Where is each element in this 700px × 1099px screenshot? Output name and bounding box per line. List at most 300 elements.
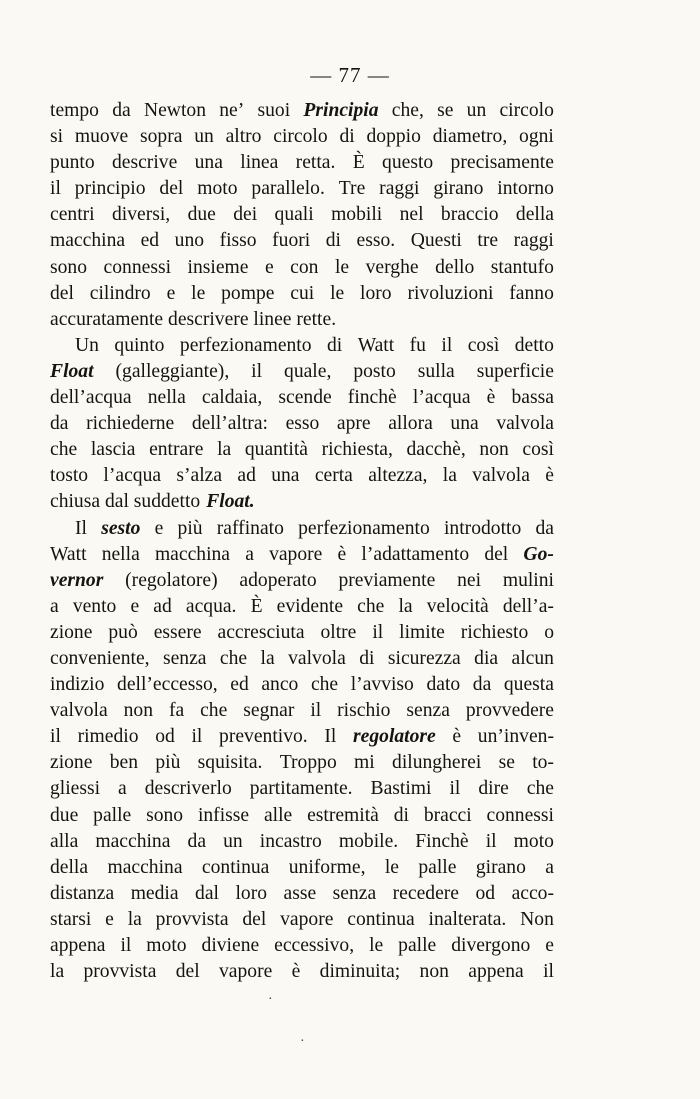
text-line xyxy=(50,568,554,594)
word: parallelo. xyxy=(251,178,325,200)
word: ad xyxy=(153,595,172,617)
word: eccessivo, xyxy=(274,935,355,956)
word: un xyxy=(194,126,214,148)
word: perfezionamento xyxy=(298,517,430,539)
word: o xyxy=(544,621,554,643)
text-segment: chiusa dal suddetto xyxy=(50,491,201,513)
word: valvola xyxy=(50,700,108,722)
text-line xyxy=(50,463,554,489)
text-line xyxy=(50,855,554,881)
word: da xyxy=(112,100,131,121)
word: e xyxy=(545,935,554,956)
text-line xyxy=(50,724,554,750)
word: diametro, xyxy=(432,126,508,148)
word: e xyxy=(105,908,114,930)
word: adoperato xyxy=(239,569,317,591)
word: detto xyxy=(514,334,554,356)
word: nella xyxy=(101,543,140,565)
word: loro xyxy=(360,282,392,304)
word: altezza, xyxy=(368,465,428,487)
word: insieme xyxy=(187,256,249,278)
word: il xyxy=(449,778,461,800)
word: è xyxy=(486,387,496,409)
text-line xyxy=(50,124,554,150)
word: valvola xyxy=(496,413,554,435)
word: di xyxy=(339,126,355,148)
word: Tre xyxy=(338,178,366,200)
word: l’acqua xyxy=(412,387,471,409)
text-line xyxy=(50,933,554,959)
word: alle xyxy=(263,804,293,826)
word: le xyxy=(334,256,350,278)
word: è xyxy=(337,543,347,565)
word: recedere xyxy=(392,882,459,904)
text-line xyxy=(50,489,554,515)
word: rimedio xyxy=(77,726,139,748)
text-line xyxy=(50,542,554,568)
word: circolo xyxy=(499,100,554,121)
word: fanno xyxy=(509,282,554,304)
word: connessi xyxy=(486,804,554,826)
word: può xyxy=(108,621,138,643)
word: dell’eccesso, xyxy=(117,674,218,696)
word: a xyxy=(245,543,254,565)
word: così xyxy=(467,334,500,356)
word: raggi xyxy=(513,230,554,252)
word: da xyxy=(50,413,69,435)
word: se xyxy=(498,752,515,774)
word: del xyxy=(159,178,184,200)
word: conveniente, xyxy=(50,647,150,669)
word: il xyxy=(441,334,453,356)
word: tosto xyxy=(50,465,89,487)
word: anco xyxy=(261,674,299,696)
word: cui xyxy=(290,282,315,304)
word: Watt xyxy=(357,334,395,356)
word: appena xyxy=(50,935,106,956)
word: che xyxy=(357,595,385,617)
word: e xyxy=(130,595,140,617)
italic-term: Go- xyxy=(523,543,554,565)
text-line xyxy=(50,411,554,437)
word: Il xyxy=(75,517,87,539)
text-line xyxy=(50,803,554,829)
word: fuori xyxy=(272,230,311,252)
word: essere xyxy=(153,621,202,643)
word: fa xyxy=(168,700,185,722)
word: asse xyxy=(283,882,317,904)
word: macchina xyxy=(107,856,183,878)
text-line xyxy=(50,620,554,646)
word: dello xyxy=(435,256,475,278)
italic-term: Float xyxy=(50,360,94,382)
word: ne’ xyxy=(219,100,245,121)
word: che, xyxy=(391,100,424,121)
word: questo xyxy=(382,152,434,174)
text-line xyxy=(50,907,554,933)
text-line xyxy=(50,646,554,672)
word: la xyxy=(127,908,142,930)
word: mulini xyxy=(502,569,554,591)
word: il xyxy=(50,726,61,748)
text-line xyxy=(50,228,554,254)
word: oltre xyxy=(320,621,357,643)
word: quali xyxy=(274,204,314,226)
word: la xyxy=(260,647,275,669)
text-line xyxy=(50,881,554,907)
word: posto xyxy=(353,360,396,382)
word: od xyxy=(155,726,175,748)
word: se xyxy=(437,100,454,121)
word: partitamente. xyxy=(249,778,353,800)
word: più xyxy=(177,517,203,539)
word: girano xyxy=(475,856,526,878)
word: od xyxy=(475,882,496,904)
word: estremità xyxy=(307,804,379,826)
word: senza xyxy=(332,882,377,904)
word: perfezionamento xyxy=(179,334,312,356)
word: e xyxy=(154,517,164,539)
word: introdotto xyxy=(443,517,522,539)
word: un xyxy=(466,100,487,121)
word: della xyxy=(50,856,89,878)
word: la xyxy=(217,439,232,461)
word: muove xyxy=(74,126,129,148)
word: continua xyxy=(201,856,270,878)
word: sono xyxy=(146,804,184,826)
word: il xyxy=(251,360,263,382)
word: segnar xyxy=(243,700,295,722)
word: accresciuta xyxy=(217,621,305,643)
word: dacchè, xyxy=(406,439,466,461)
text-line xyxy=(50,959,554,985)
word: linea xyxy=(240,152,279,174)
word: due xyxy=(187,204,216,226)
word: circolo xyxy=(273,126,328,148)
word: e xyxy=(264,256,274,278)
word: sulla xyxy=(417,360,455,382)
word: velocità xyxy=(426,595,489,617)
word: palle xyxy=(93,804,132,826)
word: stantufo xyxy=(490,256,554,278)
word: e xyxy=(166,282,176,304)
text-line xyxy=(50,672,554,698)
text-line xyxy=(50,594,554,620)
word: una xyxy=(450,413,479,435)
word: valvola xyxy=(472,465,530,487)
word: che xyxy=(50,439,78,461)
word: che xyxy=(310,674,339,696)
word: incastro xyxy=(259,830,322,852)
word: (galleggiante), xyxy=(115,360,230,382)
word: sicurezza xyxy=(387,647,461,669)
page-number: — 77 — xyxy=(310,63,390,87)
word: macchina xyxy=(95,830,171,852)
word: moto xyxy=(513,830,554,852)
word: di xyxy=(359,647,375,669)
word: a xyxy=(50,595,59,617)
word: (regolatore) xyxy=(125,569,218,591)
word: precisamente xyxy=(450,152,554,174)
word: che xyxy=(200,700,228,722)
word: media xyxy=(130,882,179,904)
word: moto xyxy=(146,935,187,956)
word: alla xyxy=(50,830,79,852)
word: fisso xyxy=(219,230,257,252)
word: un xyxy=(223,830,243,852)
text-line xyxy=(50,333,554,359)
word: altro xyxy=(225,126,262,148)
word: dia xyxy=(474,647,499,669)
word: a xyxy=(545,856,554,878)
word: dato xyxy=(426,674,461,696)
word: si xyxy=(50,126,64,148)
word: due xyxy=(50,804,79,826)
word: provvista xyxy=(83,961,157,983)
word: loro xyxy=(235,882,268,904)
word: le xyxy=(369,935,384,956)
text-line xyxy=(50,150,554,176)
word: mobili xyxy=(331,204,383,226)
word: le xyxy=(191,282,206,304)
word: Questi xyxy=(410,230,462,252)
word: palle xyxy=(418,856,457,878)
word: moto xyxy=(197,178,238,200)
text-line xyxy=(50,202,554,228)
word: girano xyxy=(433,178,484,200)
italic-term: Principia xyxy=(303,100,379,121)
word: di xyxy=(325,230,341,252)
word: raggi xyxy=(379,178,420,200)
word: il xyxy=(543,961,554,983)
word: del xyxy=(242,908,267,930)
word: di xyxy=(393,804,409,826)
word: richiesto xyxy=(460,621,529,643)
word: con xyxy=(290,256,319,278)
word: principio xyxy=(74,178,146,200)
word: dell’a- xyxy=(502,595,554,617)
word: rivoluzioni xyxy=(407,282,494,304)
word: bracci xyxy=(423,804,472,826)
word: che xyxy=(526,778,554,800)
word: infisse xyxy=(197,804,250,826)
word: apre xyxy=(336,413,371,435)
word: senza xyxy=(162,647,207,669)
word: le xyxy=(330,282,345,304)
word: acqua. xyxy=(185,595,237,617)
word: è xyxy=(291,961,301,983)
word: l’avviso xyxy=(350,674,414,696)
word: sopra xyxy=(139,126,183,148)
word: È xyxy=(250,595,263,617)
italic-term: sesto xyxy=(101,517,141,539)
word: descrive xyxy=(111,152,178,174)
word: punto xyxy=(50,152,95,174)
word: la xyxy=(398,595,413,617)
word: ben xyxy=(109,752,139,774)
word: esso xyxy=(285,413,320,435)
word: ogni xyxy=(519,126,554,148)
word: che xyxy=(219,647,248,669)
word: vapore xyxy=(218,961,273,983)
word: provvedere xyxy=(465,700,554,722)
word: il xyxy=(191,726,203,748)
word: richiesta, xyxy=(321,439,393,461)
word: le xyxy=(384,856,399,878)
word: un’inven- xyxy=(477,726,554,748)
word: entrare xyxy=(149,439,204,461)
word: ed xyxy=(230,674,249,696)
word: suoi xyxy=(257,100,291,121)
word: Troppo xyxy=(279,752,337,774)
word: indizio xyxy=(50,674,105,696)
word: il xyxy=(310,700,322,722)
word: limite xyxy=(399,621,445,643)
word: della xyxy=(515,204,554,226)
word: scende xyxy=(278,387,332,409)
word: vapore xyxy=(269,543,323,565)
italic-term: regolatore xyxy=(353,726,436,748)
text-line xyxy=(50,385,554,411)
word: continua xyxy=(347,908,415,930)
word: da xyxy=(535,517,554,539)
word: Il xyxy=(324,726,337,748)
word: dilungherei xyxy=(392,752,482,774)
word: mobile. xyxy=(338,830,399,852)
word: alcun xyxy=(511,647,554,669)
word: zione xyxy=(50,752,93,774)
word: Un xyxy=(75,334,99,356)
word: centri xyxy=(50,204,95,226)
word: divergono xyxy=(451,935,531,956)
word: Finchè xyxy=(415,830,469,852)
word: mi xyxy=(354,752,375,774)
word: allora xyxy=(388,413,433,435)
word: di xyxy=(327,334,343,356)
word: il xyxy=(485,830,497,852)
text-line xyxy=(50,698,554,724)
word: richiederne xyxy=(86,413,175,435)
word: macchina xyxy=(50,230,126,252)
word: uniforme, xyxy=(288,856,366,878)
word: to- xyxy=(532,752,554,774)
word: da xyxy=(472,674,492,696)
word: quale, xyxy=(284,360,332,382)
word: braccio xyxy=(440,204,499,226)
word: del xyxy=(50,282,74,304)
word: l’acqua xyxy=(103,465,162,487)
word: previamente xyxy=(338,569,436,591)
word: dire xyxy=(478,778,509,800)
word: una xyxy=(194,152,223,174)
word: finchè xyxy=(347,387,397,409)
word: macchina xyxy=(154,543,231,565)
word: doppio xyxy=(366,126,421,148)
word: la xyxy=(50,961,65,983)
word: tempo xyxy=(50,100,99,121)
italic-term: vernor xyxy=(50,569,104,591)
word: ed xyxy=(140,230,160,252)
word: nei xyxy=(457,569,482,591)
word: il xyxy=(50,178,61,200)
text-line xyxy=(50,359,554,385)
word: caldaia, xyxy=(201,387,263,409)
ink-speck: · xyxy=(300,1034,305,1049)
word: Newton xyxy=(143,100,206,121)
word: diviene xyxy=(201,935,260,956)
word: s’alza xyxy=(176,465,223,487)
word: dell’altra: xyxy=(191,413,268,435)
word: nella xyxy=(147,387,186,409)
word: appena xyxy=(468,961,524,983)
word: preventivo. xyxy=(219,726,308,748)
word: È xyxy=(352,152,365,174)
body-text xyxy=(50,98,554,985)
word: più xyxy=(155,752,181,774)
word: diversi, xyxy=(111,204,171,226)
word: la xyxy=(442,465,457,487)
word: verghe xyxy=(365,256,419,278)
word: descriverlo xyxy=(144,778,232,800)
word: quantità xyxy=(244,439,308,461)
word: connessi xyxy=(103,256,172,278)
word: starsi xyxy=(50,908,92,930)
word: cilindro xyxy=(89,282,151,304)
word: a xyxy=(118,778,127,800)
word: zione xyxy=(50,621,93,643)
word: Watt xyxy=(50,543,87,565)
word: non xyxy=(123,700,153,722)
word: del xyxy=(484,543,509,565)
text-line xyxy=(50,307,554,333)
text-line xyxy=(50,437,554,463)
word: sono xyxy=(50,256,88,278)
word: fu xyxy=(409,334,426,356)
word: rischio xyxy=(337,700,391,722)
word: pompe xyxy=(221,282,275,304)
italic-term: Float. xyxy=(206,491,255,513)
word: questa xyxy=(503,674,554,696)
word: squisita. xyxy=(197,752,263,774)
word: dell’acqua xyxy=(50,387,132,409)
word: inalterata. xyxy=(428,908,507,930)
word: Non xyxy=(520,908,554,930)
word: nel xyxy=(399,204,424,226)
word: uno xyxy=(174,230,205,252)
text-line xyxy=(50,776,554,802)
word: ad xyxy=(237,465,256,487)
word: non xyxy=(479,439,509,461)
ink-speck: · xyxy=(268,992,273,1007)
word: dei xyxy=(233,204,258,226)
word: lascia xyxy=(90,439,136,461)
text-line xyxy=(50,750,554,776)
word: dal xyxy=(195,882,219,904)
word: tre xyxy=(477,230,499,252)
word: evidente xyxy=(276,595,344,617)
word: del xyxy=(175,961,200,983)
word: una xyxy=(271,465,300,487)
text-line xyxy=(50,255,554,281)
word: Bastimi xyxy=(370,778,432,800)
text-line xyxy=(50,516,554,542)
word: il xyxy=(120,935,132,956)
word: vento xyxy=(72,595,117,617)
word: è xyxy=(545,465,554,487)
word: raffinato xyxy=(216,517,284,539)
text-line xyxy=(50,829,554,855)
word: intorno xyxy=(497,178,554,200)
